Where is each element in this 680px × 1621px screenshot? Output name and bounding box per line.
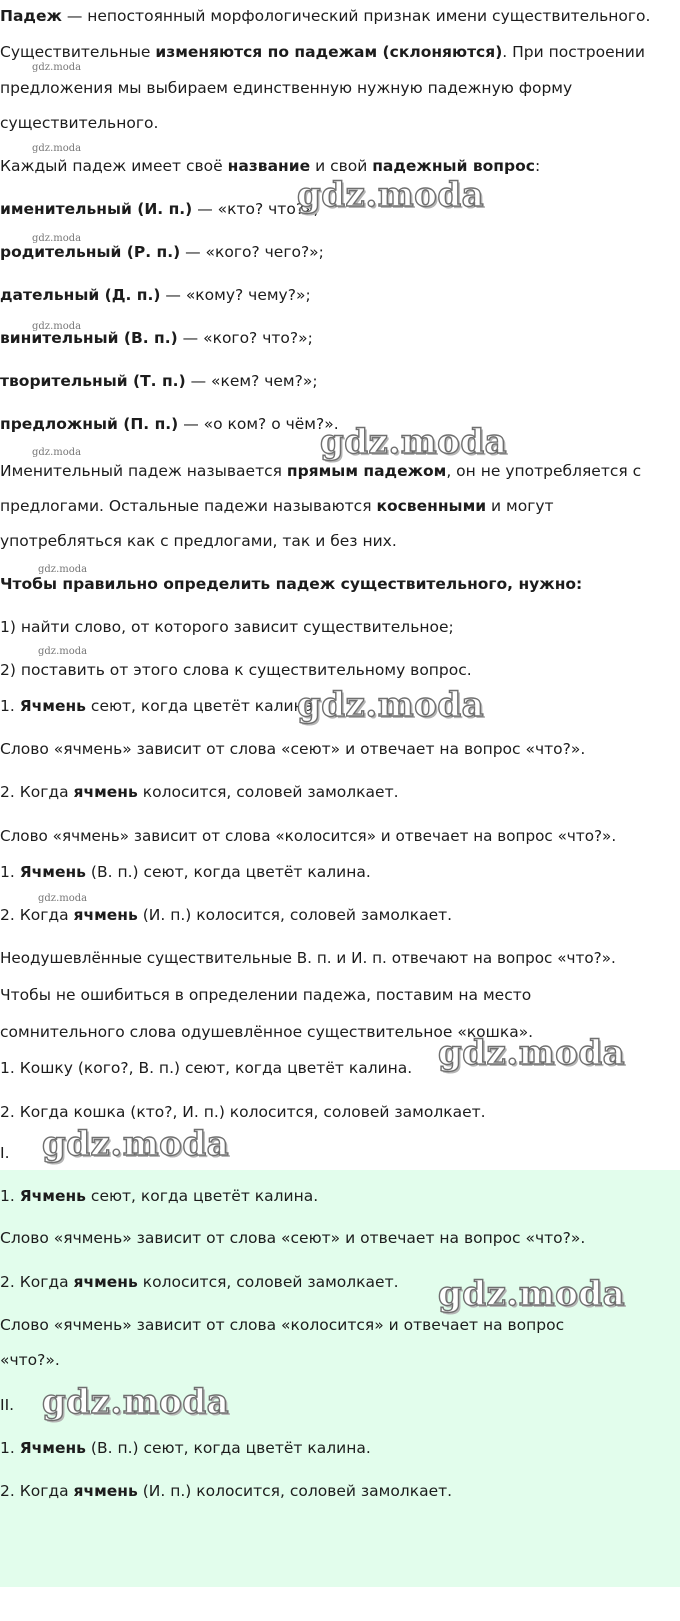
theory-line: [0, 617, 454, 637]
bold-text: родительный (Р. п.): [0, 243, 181, 261]
watermark-small: gdz.moda: [32, 143, 82, 154]
text-run: I.: [0, 1144, 10, 1162]
text-run: колосится, соловей замолкает.: [137, 1273, 399, 1291]
answer-line: [0, 1272, 399, 1292]
text-run: «что?».: [0, 1351, 60, 1369]
theory-line: [0, 531, 397, 551]
theory-line: [0, 242, 324, 262]
theory-line: [0, 574, 582, 594]
text-run: Каждый падеж имеет своё: [0, 157, 228, 175]
text-run: Слово «ячмень» зависит от слова «колосится» и отвечает на вопрос: [0, 1316, 565, 1334]
watermark-large: gdz.moda: [42, 1124, 230, 1164]
answer-line: [0, 1395, 14, 1415]
text-run: 1.: [0, 697, 20, 715]
text-run: . При построении: [502, 43, 645, 61]
text-run: колосится, соловей замолкает.: [137, 783, 399, 801]
answer-line: [0, 1186, 318, 1206]
watermark-small: gdz.moda: [32, 62, 82, 73]
theory-line: [0, 660, 472, 680]
theory-line: [0, 113, 158, 133]
theory-line: [0, 156, 540, 176]
watermark-small: gdz.moda: [32, 321, 82, 332]
bold-text: Ячмень: [19, 863, 86, 881]
text-run: 1.: [0, 863, 20, 881]
answer-line: [0, 1350, 60, 1370]
text-run: и могут: [486, 497, 554, 515]
bold-text: творительный (Т. п.): [0, 372, 186, 390]
theory-line: [0, 782, 399, 802]
text-run: — «кому? чему?»;: [160, 286, 311, 304]
theory-line: [0, 199, 319, 219]
text-run: предложения мы выбираем единственную нужную падежную форму: [0, 79, 573, 97]
text-run: 1) найти слово, от которого зависит существительное;: [0, 618, 454, 636]
bold-text: Ячмень: [19, 1187, 86, 1205]
text-run: предлогами. Остальные падежи называются: [0, 497, 377, 515]
watermark-small: gdz.moda: [38, 646, 88, 657]
bold-text: именительный (И. п.): [0, 200, 193, 218]
text-run: 2) поставить от этого слова к существительному вопрос.: [0, 661, 472, 679]
bold-text: ячмень: [73, 1273, 138, 1291]
theory-line: [0, 496, 554, 516]
watermark-small: gdz.moda: [38, 564, 88, 575]
text-run: 2. Когда: [0, 783, 74, 801]
bold-text: Чтобы правильно определить падеж существительного, нужно:: [0, 575, 583, 593]
bold-text: ячмень: [73, 783, 138, 801]
text-run: — непостоянный морфологический признак имени существительного.: [61, 7, 651, 25]
text-run: Слово «ячмень» зависит от слова «колосится» и отвечает на вопрос «что?».: [0, 827, 617, 845]
bold-text: косвенными: [376, 497, 487, 515]
theory-line: [0, 985, 531, 1005]
theory-line: [0, 948, 616, 968]
text-run: 2. Когда кошка (кто?, И. п.) колосится, соловей замолкает.: [0, 1103, 486, 1121]
text-run: Существительные: [0, 43, 156, 61]
bold-text: название: [227, 157, 311, 175]
bold-text: Падеж: [0, 7, 62, 25]
theory-line: [0, 78, 572, 98]
theory-line: [0, 42, 645, 62]
theory-line: [0, 1058, 412, 1078]
bold-text: изменяются по падежам (склоняются): [155, 43, 503, 61]
text-run: (И. п.) колосится, соловей замолкает.: [137, 906, 453, 924]
theory-line: [0, 862, 371, 882]
text-run: 2. Когда: [0, 1273, 74, 1291]
watermark-small: gdz.moda: [32, 233, 82, 244]
theory-line: [0, 696, 318, 716]
text-run: Именительный падеж называется: [0, 462, 287, 480]
text-run: — «кого? чего?»;: [180, 243, 324, 261]
theory-line: [0, 6, 650, 26]
text-run: и свой: [310, 157, 373, 175]
watermark-large: gdz.moda: [297, 685, 485, 725]
text-run: — «о ком? о чём?».: [178, 415, 339, 433]
bold-text: Ячмень: [19, 1439, 86, 1457]
text-run: Неодушевлённые существительные В. п. и И. п. отвечают на вопрос «что?».: [0, 949, 616, 967]
watermark-large: gdz.moda: [438, 1274, 626, 1314]
text-run: — «кто? что?»;: [192, 200, 319, 218]
bold-text: винительный (В. п.): [0, 329, 178, 347]
text-run: 2. Когда: [0, 906, 74, 924]
text-run: 2. Когда: [0, 1482, 74, 1500]
text-run: — «кем? чем?»;: [185, 372, 318, 390]
theory-line: [0, 414, 339, 434]
watermark-large: gdz.moda: [320, 422, 508, 462]
watermark-large: gdz.moda: [438, 1033, 626, 1073]
text-run: Слово «ячмень» зависит от слова «сеют» и отвечает на вопрос «что?».: [0, 740, 586, 758]
watermark-large: gdz.moda: [42, 1382, 230, 1422]
watermark-small: gdz.moda: [38, 893, 88, 904]
text-run: 1.: [0, 1439, 20, 1457]
watermark-large: gdz.moda: [297, 175, 485, 215]
bold-text: падежный вопрос: [372, 157, 535, 175]
bold-text: прямым падежом: [286, 462, 447, 480]
bold-text: ячмень: [73, 906, 138, 924]
text-run: 1.: [0, 1187, 20, 1205]
theory-line: [0, 739, 585, 759]
answer-line: [0, 1228, 585, 1248]
text-run: существительного.: [0, 114, 159, 132]
text-run: сеют, когда цветёт калина.: [86, 1187, 319, 1205]
theory-line: [0, 285, 311, 305]
text-run: сомнительного слова одушевлённое существительное «кошка».: [0, 1023, 534, 1041]
answer-line: [0, 1315, 564, 1335]
text-run: (В. п.) сеют, когда цветёт калина.: [86, 863, 371, 881]
answer-line: [0, 1481, 452, 1501]
text-run: II.: [0, 1396, 15, 1414]
theory-line: [0, 461, 641, 481]
theory-line: [0, 1102, 486, 1122]
text-run: употребляться как с предлогами, так и без них.: [0, 532, 397, 550]
theory-line: [0, 905, 452, 925]
text-run: , он не употребляется с: [446, 462, 642, 480]
text-run: (И. п.) колосится, соловей замолкает.: [137, 1482, 453, 1500]
text-run: (В. п.) сеют, когда цветёт калина.: [86, 1439, 371, 1457]
text-run: Чтобы не ошибиться в определении падежа, поставим на место: [0, 986, 532, 1004]
text-run: — «кого? что?»;: [177, 329, 313, 347]
text-run: 1. Кошку (кого?, В. п.) сеют, когда цветёт калина.: [0, 1059, 413, 1077]
theory-line: [0, 826, 616, 846]
text-run: :: [534, 157, 541, 175]
bold-text: дательный (Д. п.): [0, 286, 161, 304]
bold-text: Ячмень: [19, 697, 86, 715]
answer-line: [0, 1438, 371, 1458]
bold-text: ячмень: [73, 1482, 138, 1500]
bold-text: предложный (П. п.): [0, 415, 179, 433]
text-run: сеют, когда цветёт калина.: [86, 697, 319, 715]
answer-line: [0, 1143, 10, 1163]
watermark-small: gdz.moda: [32, 447, 82, 458]
text-run: Слово «ячмень» зависит от слова «сеют» и отвечает на вопрос «что?».: [0, 1229, 586, 1247]
theory-line: [0, 371, 318, 391]
